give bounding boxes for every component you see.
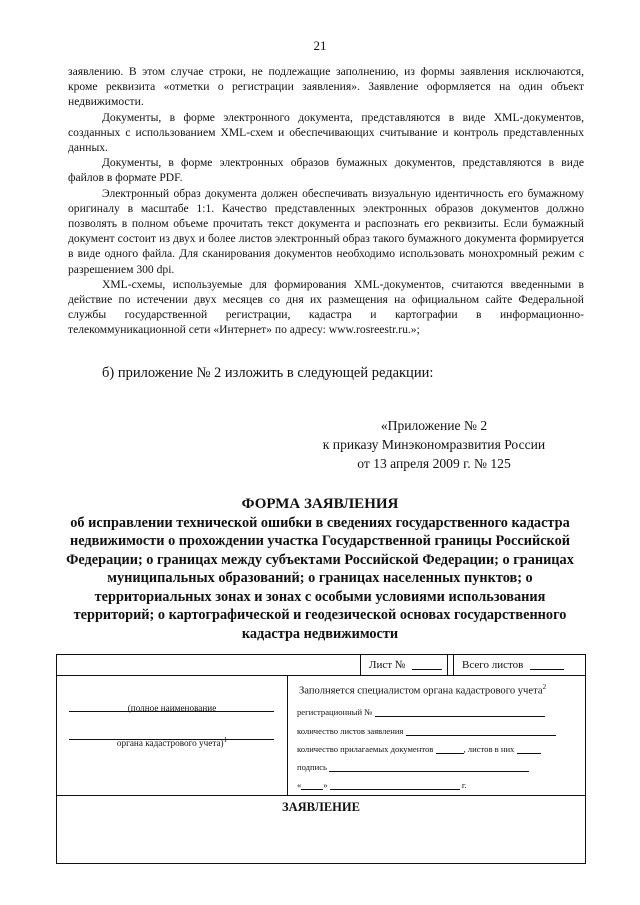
form-title-sub: об исправлении технической ошибки в сведениях государственного кадастра недвижимости о прохождении участка Государственной границы Российской Федерации; о границах между субъектами Российской Федерации; о границах муниципальных образований; о границах населенных пунктов; о территориальных зонах и зонах с особыми условиями использования территорий; о картографической и геодезической основах государственного кадастра недвижимости (66, 514, 574, 642)
signature-field[interactable] (329, 759, 529, 772)
paragraph-xml: Документы, в форме электронного документа, представляются в виде XML-документов, созданных с использованием XML-схем и обеспечивающих считывание и контроль представленных данных. (68, 110, 584, 155)
docs-count-line (297, 741, 541, 754)
total-sheets-label: Всего листов (462, 659, 524, 671)
appendix-header (284, 416, 584, 473)
sheets-count-label: количество листов заявления (297, 726, 404, 736)
reg-number-label: регистрационный № (297, 707, 373, 717)
application-form (56, 654, 586, 864)
date-month-field[interactable] (330, 777, 460, 790)
docs-sheets-field[interactable] (517, 741, 541, 754)
sheets-count-line (297, 723, 556, 736)
date-day-field[interactable] (301, 777, 323, 790)
total-sheets-cell (453, 655, 584, 675)
sheet-number-field[interactable] (412, 657, 442, 670)
appendix-line-3: от 13 апреля 2009 г. № 125 (357, 456, 511, 471)
specialist-cell (287, 675, 587, 795)
form-registration-row (57, 675, 585, 796)
body-text (68, 64, 584, 338)
sheets-count-field[interactable] (406, 723, 556, 736)
appendix-line-2: к приказу Минэкономразвития России (322, 437, 546, 452)
form-header-row (57, 655, 585, 676)
sheet-number-cell (360, 655, 448, 675)
section-b-text: б) приложение № 2 изложить в следующей редакции: (102, 365, 434, 381)
paragraph-pdf: Документы, в форме электронных образов бумажных документов, представляются в виде файлов в формате PDF. (68, 156, 584, 185)
reg-number-line (297, 704, 545, 717)
footnote-1: 1 (223, 736, 228, 744)
form-title (64, 495, 576, 643)
docs-count-label: количество прилагаемых документов (297, 744, 434, 754)
sheet-number-label: Лист № (369, 659, 406, 671)
appendix-line-1: «Приложение № 2 (380, 418, 488, 433)
docs-count-field[interactable] (436, 741, 464, 754)
signature-label: подпись (297, 762, 327, 772)
page-number: 21 (313, 38, 327, 53)
authority-caption-2: органа кадастрового учета)$^1$ (116, 736, 228, 749)
statement-row (57, 796, 585, 862)
reg-number-field[interactable] (375, 704, 545, 717)
paragraph-xml-schemas: XML-схемы, используемые для формирования XML-документов, считаются введенными в действие по истечении двух месяцев со дня их размещения на официальном сайте Федеральной службы государственной регистрации, кадастра и картографии в информационно-телекоммуникационной сети «Интернет» по адресу: www.rosreestr.ru.»; (68, 277, 584, 337)
specialist-header: Заполняется специалистом органа кадастрового учета$^2$ (299, 683, 547, 697)
total-sheets-field[interactable] (530, 657, 564, 670)
paragraph-continuation: заявлению. В этом случае строки, не подлежащие заполнению, из формы заявления исключаются, кроме реквизита «отметки о регистрации заявления». Заявление оформляется на один объект недвижимости. (68, 65, 584, 109)
date-line: « » г. (297, 777, 467, 790)
date-year-suffix: г. (461, 780, 467, 790)
statement-heading: ЗАЯВЛЕНИЕ (282, 800, 360, 814)
form-title-main: ФОРМА ЗАЯВЛЕНИЯ (241, 496, 399, 512)
footnote-2: 2 (542, 683, 547, 691)
paragraph-image: Электронный образ документа должен обеспечивать визуальную идентичность его бумажному оригиналу в масштабе 1:1. Качество представленных электронных образов документов должно позволять в полном объеме прочитать текст документа и распознать его реквизиты. Если бумажный документ состоит из двух и более листов электронный образ такого бумажного документа формируется в виде одного файла. Для сканирования документов необходимо использовать монохромный режим с разрешением 300 dpi. (68, 186, 584, 276)
signature-line (297, 759, 529, 772)
docs-sheets-label: , листов в них (463, 744, 515, 754)
authority-name-caption: (полное наименование (127, 703, 217, 713)
authority-cell (57, 675, 288, 795)
